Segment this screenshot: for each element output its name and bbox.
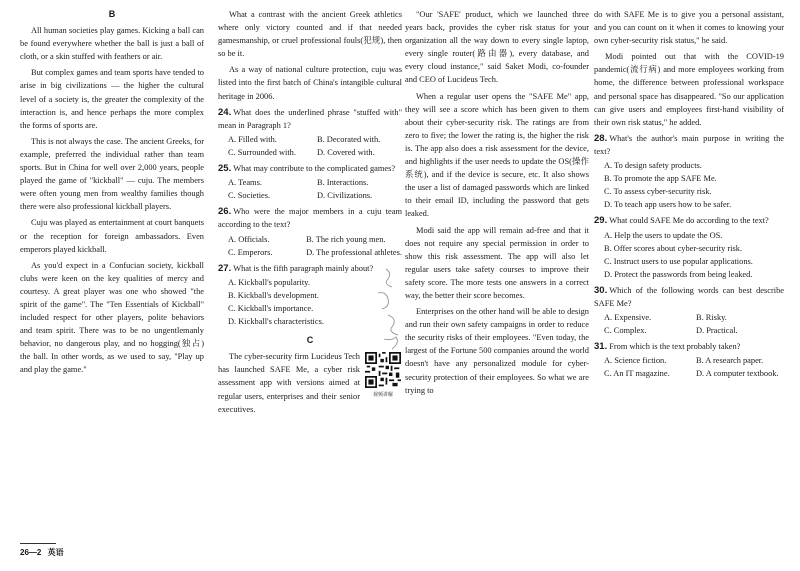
question-text: Which of the following words can best describe SAFE Me?	[594, 285, 784, 308]
question-number: 24.	[218, 106, 232, 118]
option-b[interactable]: B. Decorated with.	[317, 134, 381, 144]
option-c[interactable]: C. Emperors.	[228, 247, 273, 257]
paragraph: When a regular user opens the "SAFE Me" app, they will see a score which has been given to them about their cyber-security risk. The ratings are from zero to five; the lower the rating is, the higher the risk is. The app also does a risk assessment for the device, and highlights if the user needs to update the OS(操作系统), and if the device is secure, etc. It also shows the user a list of damaged passwords which are linked to their email ID, including the password that gets leaked.	[405, 91, 589, 219]
paragraph: As a way of national culture protection, cuju was listed into the first batch of China's intangible cultural heritage in 2006.	[218, 65, 402, 101]
option-b[interactable]: B. Risky.	[696, 313, 727, 323]
option-b[interactable]: B. Offer scores about cyber-security risk.	[604, 243, 743, 253]
questions-c-column	[594, 8, 784, 381]
question-text: What may contribute to the complicated games?	[233, 164, 396, 174]
question-31	[594, 340, 784, 380]
question-24	[218, 106, 402, 159]
question-text: What could SAFE Me do according to the text?	[609, 216, 769, 226]
question-number: 31.	[594, 341, 608, 353]
option-a[interactable]: A. To design safety products.	[604, 161, 702, 171]
paragraph: But complex games and team sports have tended to arise in big civilizations — the higher the cultural level of a society is, the greater the complexity of the interaction is, and hence perhaps the more complex the forms of sports are.	[20, 68, 204, 130]
paragraph: The cyber-security firm Lucideus Tech has launched SAFE Me, a cyber risk assessment app with versions aimed at regular users, enterprises and their senior executives.	[218, 352, 360, 414]
page-footer	[20, 547, 64, 558]
question-number: 29.	[594, 215, 608, 227]
option-d[interactable]: D. A computer textbook.	[696, 369, 779, 379]
option-a[interactable]: A. Kickball's popularity.	[228, 277, 310, 287]
question-25	[218, 162, 402, 202]
paragraph: Modi pointed out that with the COVID-19 pandemic(流行病) and more employees working from home, the difference between professional workspace and personal space has disappeared. "So our application can give users and employees first-hand visibility of their own risk status," he added.	[594, 52, 784, 127]
paragraph: Cuju was played as entertainment at court banquets or the reception for foreign ambassadors. Even emperors played kickball.	[20, 218, 204, 254]
option-c[interactable]: C. Complex.	[604, 326, 647, 336]
option-a[interactable]: A. Officials.	[228, 234, 270, 244]
option-d[interactable]: D. Civilizations.	[317, 191, 373, 201]
option-b[interactable]: B. Interactions.	[317, 178, 369, 188]
option-d[interactable]: D. To teach app users how to be safer.	[604, 200, 732, 210]
option-c[interactable]: C. Instruct users to use popular applications.	[604, 256, 753, 266]
option-c[interactable]: C. Kickball's importance.	[228, 303, 314, 313]
qr-code-block[interactable]	[364, 352, 402, 398]
option-d[interactable]: D. Practical.	[696, 326, 738, 336]
paragraph: Modi said the app will remain ad-free and that it does not require any special permission in order to show this risk assessment. The app will also let regular users take safety courses to improve their safety score. The more tests one answers in a correct way, the better their score becomes.	[405, 225, 589, 300]
question-text: What does the underlined phrase "stuffed with" mean in Paragraph 1?	[218, 107, 402, 130]
qr-caption: 视频讲解	[372, 392, 393, 399]
paragraph: As you'd expect in a Confucian society, kickball clubs were keen on the key qualities of mercy and courtesy. A great player was one who showed "the spirit of the game". The "Ten Essentials of Kickball" included respect for other players, polite behaviors and team spirit. There was to be no ungentlemanly behavior, no dangerous play, and no hogging(独占) the ball. In other words, as we used to say, "Play up and play the game."	[20, 260, 204, 375]
question-number: 30.	[594, 284, 608, 296]
qr-code-icon[interactable]	[365, 352, 401, 388]
section-heading-c: C	[306, 335, 314, 346]
question-number: 28.	[594, 132, 608, 144]
paragraph: All human societies play games. Kicking a ball can be found everywhere whether the ball is just a ball of cloth, or a skin stuffed with feathers or air.	[20, 26, 204, 62]
option-a[interactable]: A. Expensive.	[604, 313, 652, 323]
question-26	[218, 205, 402, 258]
option-b[interactable]: B. Kickball's development.	[228, 290, 319, 300]
section-heading-b: B	[108, 9, 116, 19]
option-d[interactable]: D. The professional athletes.	[306, 247, 402, 257]
option-b[interactable]: B. To promote the app SAFE Me.	[604, 174, 717, 184]
question-text: Who were the major members in a cuju team according to the text?	[218, 207, 402, 230]
option-d[interactable]: D. Protect the passwords from being leaked.	[604, 269, 753, 279]
question-text: From which is the text probably taken?	[609, 342, 741, 352]
question-number: 25.	[218, 163, 232, 175]
option-d[interactable]: D. Covered with.	[317, 147, 375, 157]
page-number: 26—2	[20, 548, 42, 557]
question-number: 26.	[218, 206, 232, 218]
paragraph: This is not always the case. The ancient Greeks, for example, preferred the individual rather than team sports. But in China for well over 2,000 years, people played the game of "kickball" — cuju. The members were often young men from wealthy families though there were also professional kickball players.	[20, 136, 204, 212]
question-number: 27.	[218, 262, 232, 274]
subject-label: 英语	[47, 548, 64, 557]
question-30	[594, 284, 784, 337]
question-28	[594, 132, 784, 212]
question-text: What is the fifth paragraph mainly about?	[233, 263, 374, 273]
passage-c-column	[405, 8, 589, 400]
question-text: What's the author's main purpose in writing the text?	[594, 133, 784, 156]
option-a[interactable]: A. Filled with.	[228, 134, 277, 144]
option-b[interactable]: B. The rich young men.	[306, 234, 386, 244]
paragraph: do with SAFE Me is to give you a personal assistant, and you can count on it when it comes to knowing your own cyber-security risk status," he said.	[594, 10, 784, 46]
option-c[interactable]: C. Societies.	[228, 191, 271, 201]
option-d[interactable]: D. Kickball's characteristics.	[228, 317, 324, 327]
passage-b-column	[20, 8, 204, 380]
paragraph: What a contrast with the ancient Greek athletics where only victory counted and if that needed gamesmanship, or cruel professional fouls(犯规), then so be it.	[218, 10, 402, 59]
option-a[interactable]: A. Help the users to update the OS.	[604, 230, 723, 240]
option-c[interactable]: C. Surrounded with.	[228, 147, 296, 157]
footer-rule	[20, 543, 56, 544]
option-c[interactable]: C. To assess cyber-security risk.	[604, 187, 712, 197]
paragraph: "Our 'SAFE' product, which we launched three years back, provides the cyber risk status for your organization all the way down to every single laptop, every single router(路由器), every database, and every cloud instance," said Saket Modi, co-founder and CEO of Lucideus Tech.	[405, 10, 589, 85]
option-a[interactable]: A. Science fiction.	[604, 356, 667, 366]
option-a[interactable]: A. Teams.	[228, 178, 262, 188]
question-29	[594, 214, 784, 280]
option-b[interactable]: B. A research paper.	[696, 356, 764, 366]
question-27	[218, 262, 402, 328]
option-c[interactable]: C. An IT magazine.	[604, 369, 670, 379]
paragraph: Enterprises on the other hand will be able to design and run their own safety campaigns in order to reduce the security risks of their employees. "Even today, the largest of the Fortune 500 companies around the world doesn't have any personalized module for cyber-security protection of their employees. So what we are trying to	[405, 307, 589, 395]
questions-b-column	[218, 8, 402, 419]
